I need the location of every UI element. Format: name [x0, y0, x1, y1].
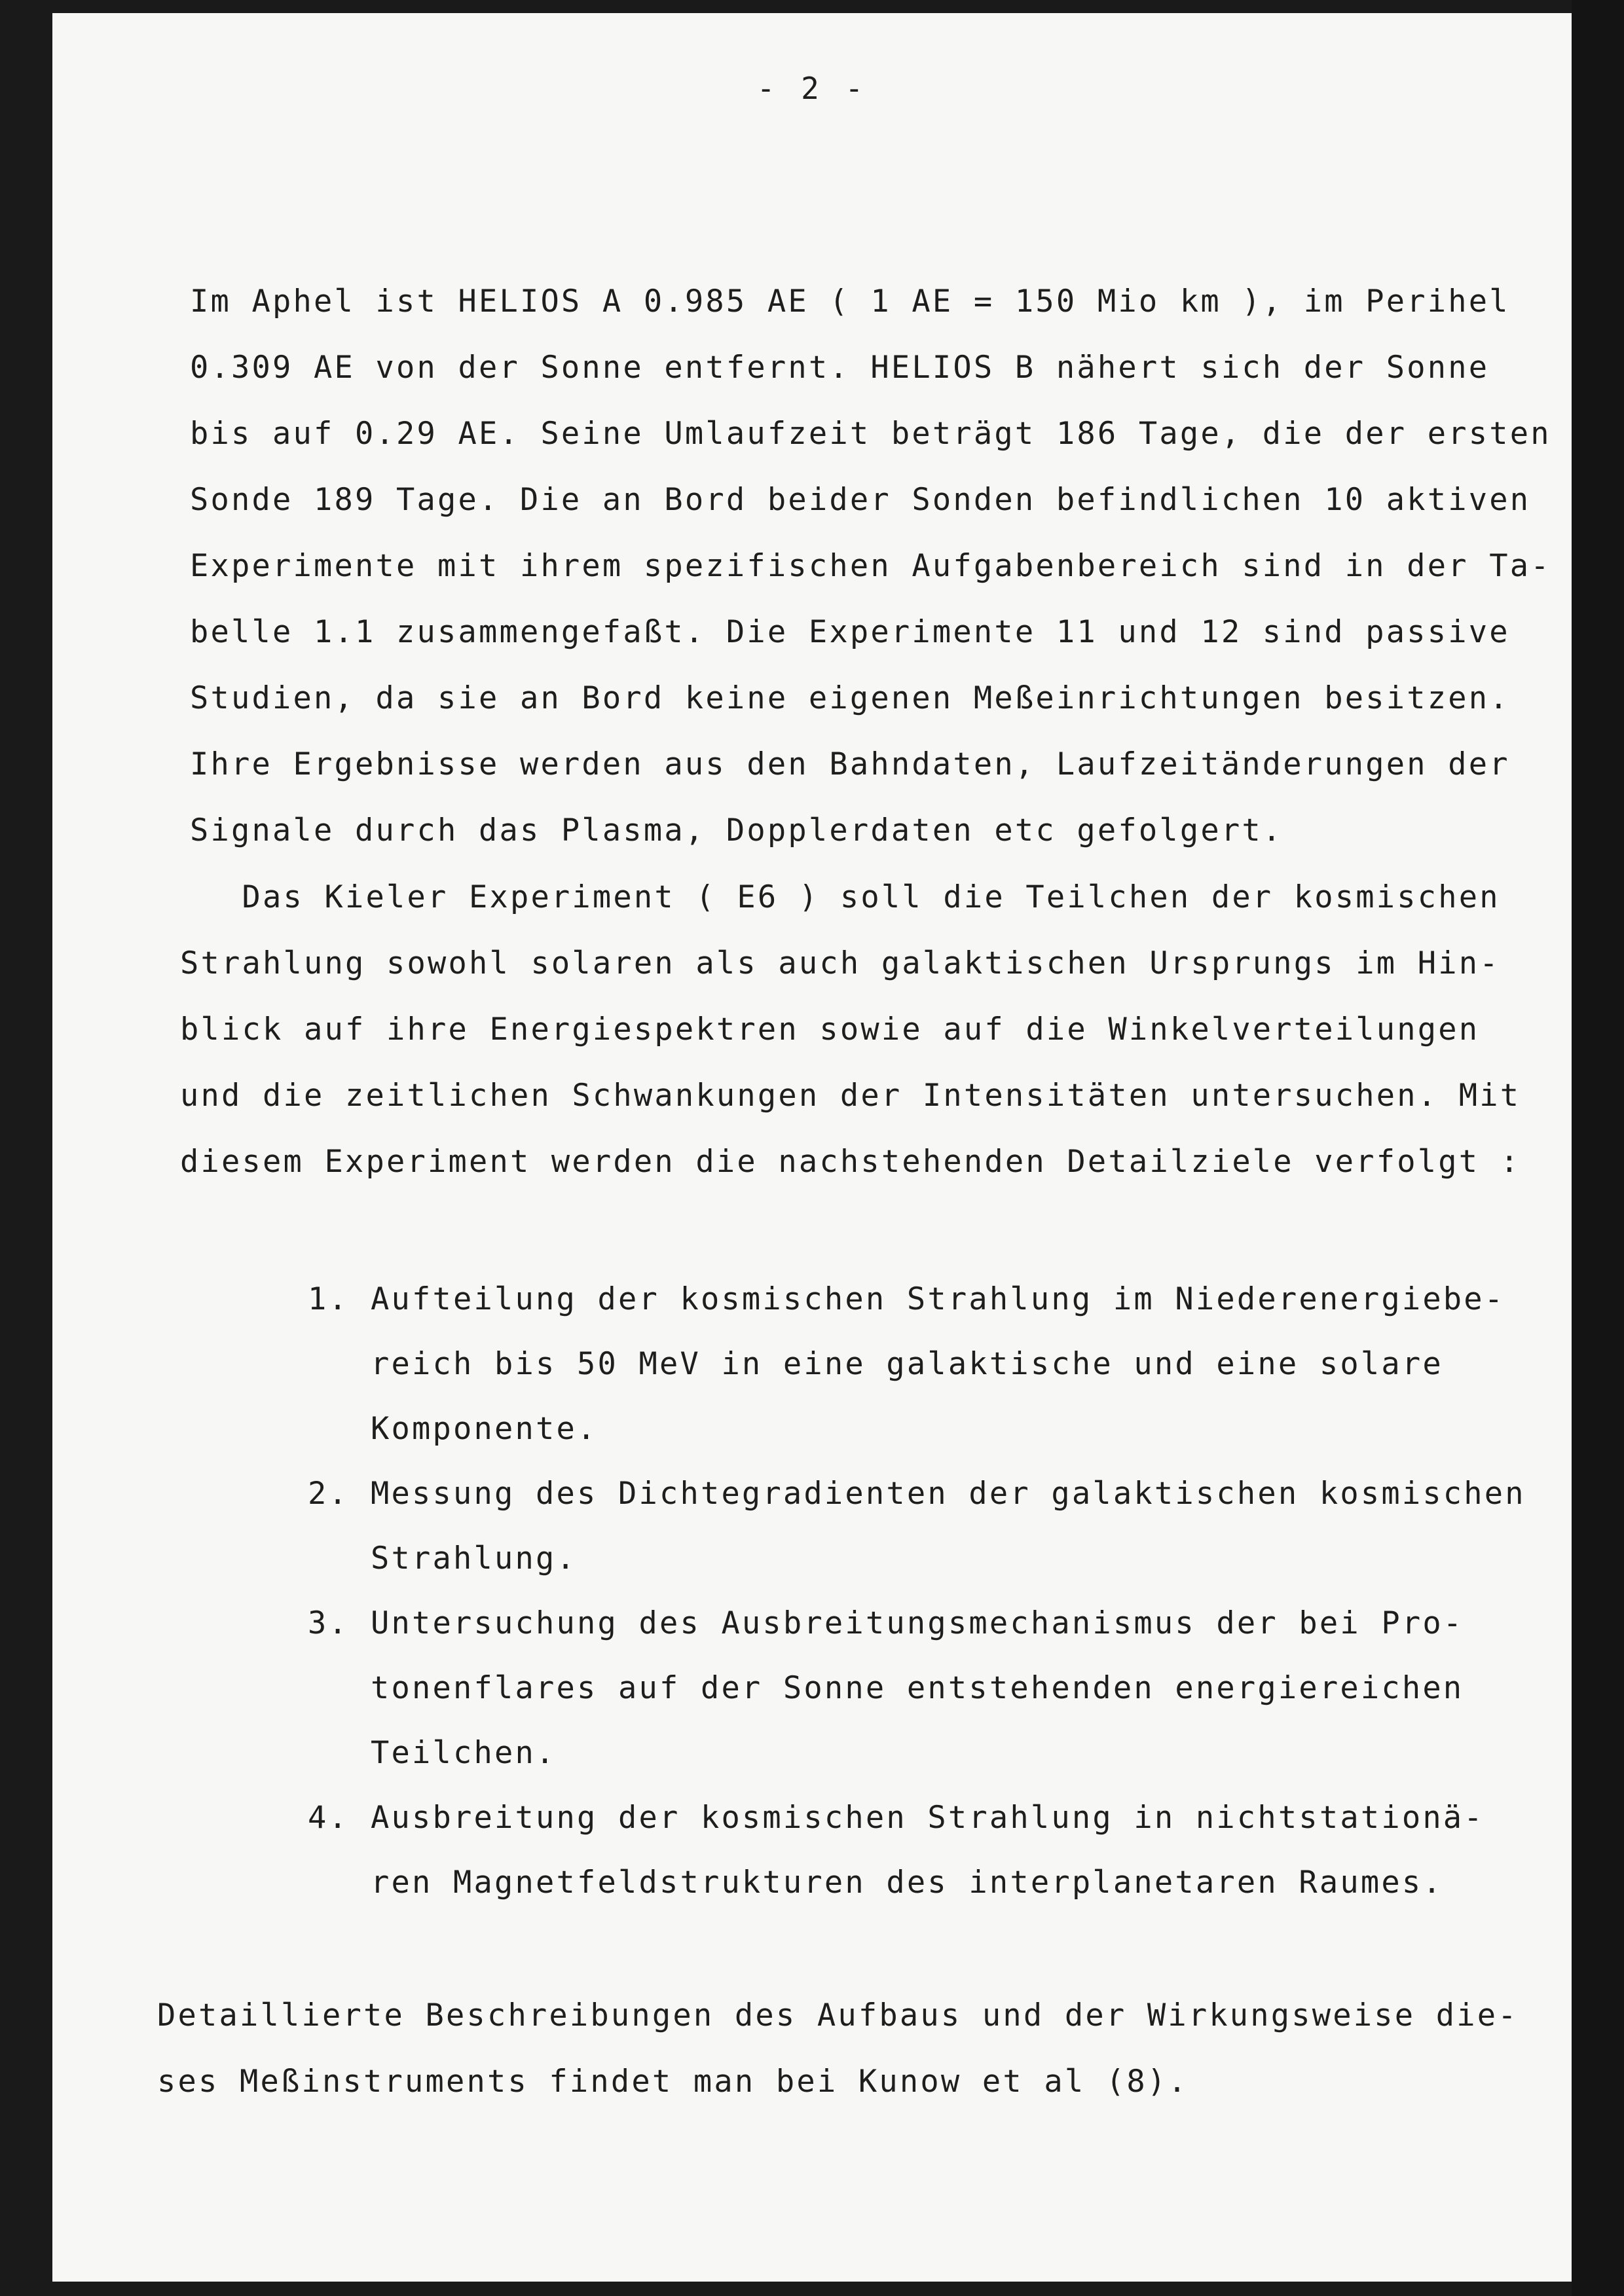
text-line: ren Magnetfeldstrukturen des interplanetaren Raumes.	[371, 1865, 1443, 1901]
text-line: diesem Experiment werden die nachstehenden Detailziele verfolgt :	[180, 1144, 1521, 1180]
text-line: Ihre Ergebnisse werden aus den Bahndaten, Laufzeitänderungen der	[190, 746, 1510, 782]
list-item	[308, 1267, 1532, 1461]
text-line: Studien, da sie an Bord keine eigenen Meßeinrichtungen besitzen.	[190, 680, 1510, 716]
list-item-text	[371, 1267, 1532, 1461]
text-line: tonenflares auf der Sonne entstehenden energiereichen	[371, 1670, 1464, 1706]
list-item-text	[371, 1461, 1532, 1591]
list-item-text	[371, 1591, 1532, 1785]
list-item-number: 2.	[308, 1476, 349, 1512]
paragraph-references	[157, 1982, 1539, 2115]
text-line: ses Meßinstruments findet man bei Kunow et al (8).	[157, 2064, 1189, 2100]
text-line: blick auf ihre Energiespektren sowie auf die Winkelverteilungen	[180, 1011, 1480, 1048]
page-number: - 2 -	[756, 71, 868, 106]
paragraph-kiel-experiment	[180, 864, 1529, 1195]
text-line: reich bis 50 MeV in eine galaktische und eine solare	[371, 1346, 1443, 1382]
text-line: Sonde 189 Tage. Die an Bord beider Sonden befindlichen 10 aktiven	[190, 482, 1531, 518]
list-item	[308, 1785, 1532, 1915]
document-page	[52, 13, 1572, 2282]
text-line: Experimente mit ihrem spezifischen Aufgabenbereich sind in der Ta-	[190, 548, 1551, 584]
text-line: Signale durch das Plasma, Dopplerdaten etc gefolgert.	[190, 812, 1283, 848]
list-item-text	[371, 1785, 1532, 1915]
text-line: belle 1.1 zusammengefaßt. Die Experimente 11 und 12 sind passive	[190, 614, 1510, 650]
list-item	[308, 1461, 1532, 1591]
text-line: Das Kieler Experiment ( E6 ) soll die Teilchen der kosmischen	[180, 879, 1500, 915]
text-line: Detaillierte Beschreibungen des Aufbaus und der Wirkungsweise die-	[157, 1997, 1519, 2033]
text-line: Teilchen.	[371, 1735, 557, 1771]
text-line: Untersuchung des Ausbreitungsmechanismus der bei Pro-	[371, 1605, 1464, 1641]
detail-goals-list	[308, 1267, 1532, 1915]
text-line: Komponente.	[371, 1411, 598, 1447]
text-line: Im Aphel ist HELIOS A 0.985 AE ( 1 AE = 150 Mio km ), im Perihel	[190, 283, 1510, 319]
text-line: und die zeitlichen Schwankungen der Intensitäten untersuchen. Mit	[180, 1078, 1521, 1114]
text-line: bis auf 0.29 AE. Seine Umlaufzeit beträgt 186 Tage, die der ersten	[190, 416, 1551, 452]
list-item	[308, 1591, 1532, 1785]
text-line: Messung des Dichtegradienten der galaktischen kosmischen	[371, 1476, 1526, 1512]
list-item-number: 3.	[308, 1605, 349, 1641]
scan-border	[1572, 0, 1624, 2296]
text-line: 0.309 AE von der Sonne entfernt. HELIOS B nähert sich der Sonne	[190, 350, 1490, 386]
paragraph-helios-orbits	[190, 268, 1551, 864]
list-item-number: 4.	[308, 1800, 349, 1836]
text-line: Strahlung sowohl solaren als auch galaktischen Ursprungs im Hin-	[180, 945, 1500, 981]
text-line: Ausbreitung der kosmischen Strahlung in nichtstationä-	[371, 1800, 1485, 1836]
text-line: Strahlung.	[371, 1540, 577, 1576]
text-line: Aufteilung der kosmischen Strahlung im Niederenergiebe-	[371, 1281, 1505, 1317]
list-item-number: 1.	[308, 1281, 349, 1317]
